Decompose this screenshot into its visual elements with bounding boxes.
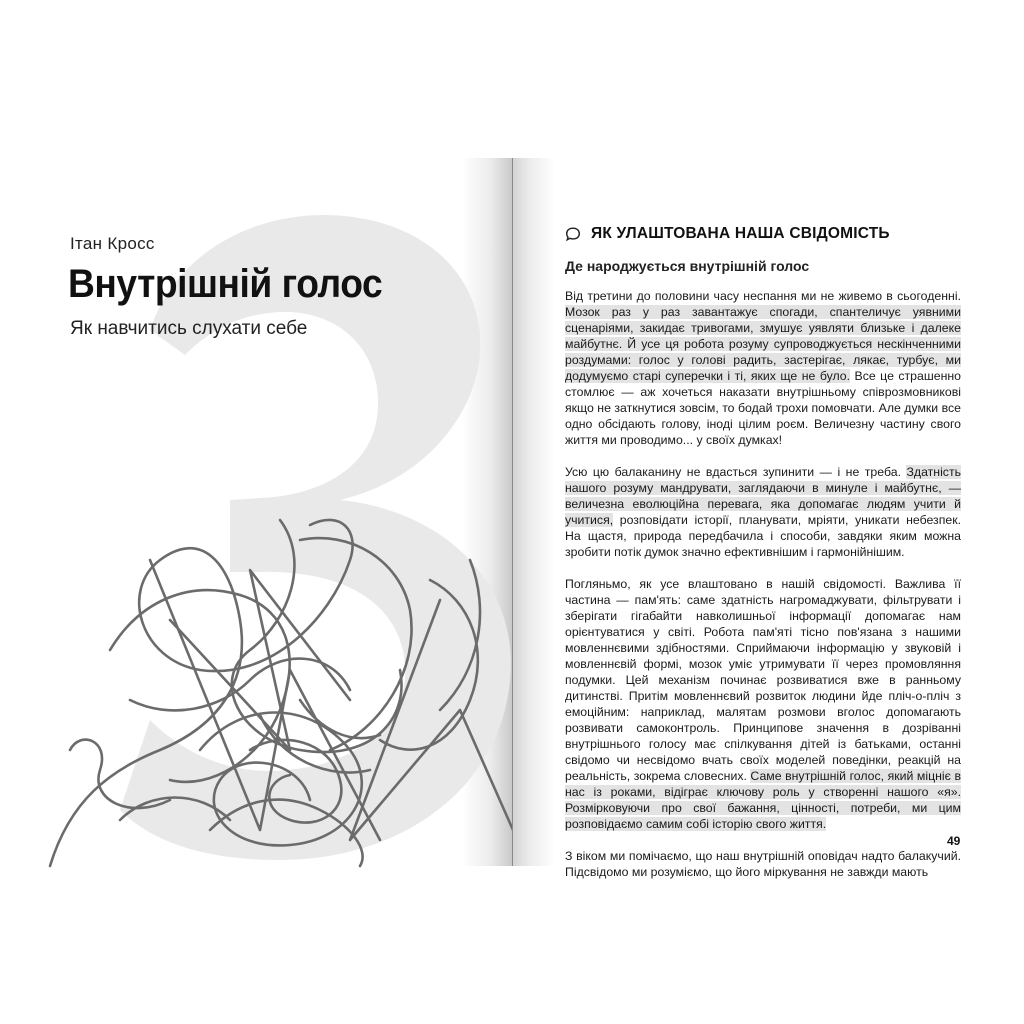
section-title: ЯК УЛАШТОВАНА НАША СВІДОМІСТЬ bbox=[591, 225, 890, 242]
paragraph-text: Усю цю балаканину не вдасться зупинити — і не треба. bbox=[565, 465, 907, 479]
highlighted-text: Саме внутрішній голос, який міцніє в нас із роками, відіграє ключову роль у створенні нашого «я». Розмірковуючи про свої бажання, цінності, потреби, ми цим розповідаємо самим собі історію свого життя. bbox=[565, 769, 961, 831]
scribble-illustration bbox=[50, 500, 513, 866]
body-paragraph bbox=[565, 848, 961, 880]
section-heading bbox=[565, 225, 890, 243]
gutter-shadow-right bbox=[513, 158, 555, 866]
subsection-title: Де народжується внутрішній голос bbox=[565, 258, 810, 274]
paragraph-text: Від третини до половини часу неспання ми не живемо в сьогоденні. bbox=[565, 289, 961, 303]
author-name: Ітан Кросс bbox=[70, 234, 155, 253]
paragraph-text: Погляньмо, як усе влаштовано в нашій свідомості. Важлива її частина — пам'ять: саме здатність нагромаджувати, фільтрувати і зберігати гігабайти навколишньої інформації допомагає нам орієнтуватися у світі. Робота пам'яті тісно пов'язана з нашими мовленнєвими здібностями. Сприймаючи інформацію у звуковій і мовленнєвій формі, мозок уміє утримувати її через промовляння подумки. Цей механізм починає розвиватися вже в ранньому дитинстві. Притім мовленнєвий розвиток людини йде пліч-о-пліч з емоційним: наприклад, малятам розмови вголос допомагають розвивати самоконтроль. Принципове значення в дозріванні внутрішнього голосу має спілкування дітей із батьками, останні свідомо чи несвідомо вчать своїх моделей поведінки, реакцій на реальність, зокрема словесних. bbox=[565, 577, 961, 783]
paragraph-text: Все це страшенно стомлює — аж хочеться наказати внутрішньому співрозмовникові якщо не заткнутися зовсім, то бодай трохи помовчати. Але думки все одно обсідають голову, іноді цілим роєм. Величезну частину свого життя ми проводимо... у своїх думках! bbox=[565, 369, 961, 447]
right-page bbox=[513, 158, 973, 879]
book-subtitle: Як навчитись слухати себе bbox=[70, 318, 308, 339]
highlighted-text: Мозок раз у раз завантажує спогади, спантеличує уявними сценаріями, закидає тривогами, змушує уявляти близьке і далеке майбутнє. Й усе ця робота розуму супроводжується нескінченними роздумами: голос у голові радить, застерігає, лякає, турбує, ми додумуємо старі суперечки і ті, яких ще не було. bbox=[565, 305, 961, 383]
page-number: 49 bbox=[947, 834, 961, 848]
body-text bbox=[565, 288, 961, 896]
body-paragraph bbox=[565, 576, 961, 832]
speech-bubble-icon bbox=[565, 226, 581, 242]
highlighted-text: Здатність нашого розуму мандрувати, заглядаючи в минуле і майбутнє, — величезна еволюційна перевага, яка допомагає людям учити й учитися, bbox=[565, 465, 961, 527]
body-paragraph bbox=[565, 464, 961, 560]
body-paragraph bbox=[565, 288, 961, 448]
paragraph-text: З віком ми помічаємо, що наш внутрішній оповідач надто балакучий. Підсвідомо ми розуміємо, що його міркування не завжди мають bbox=[565, 849, 961, 879]
book-title: Внутрішній голос bbox=[68, 262, 383, 306]
paragraph-text: розповідати історії, планувати, мріяти, уникати небезпек. На щастя, природа передбачила і способи, завдяки яким можна зробити потік думок значно ефективнішим і гармонійнішим. bbox=[565, 513, 961, 559]
